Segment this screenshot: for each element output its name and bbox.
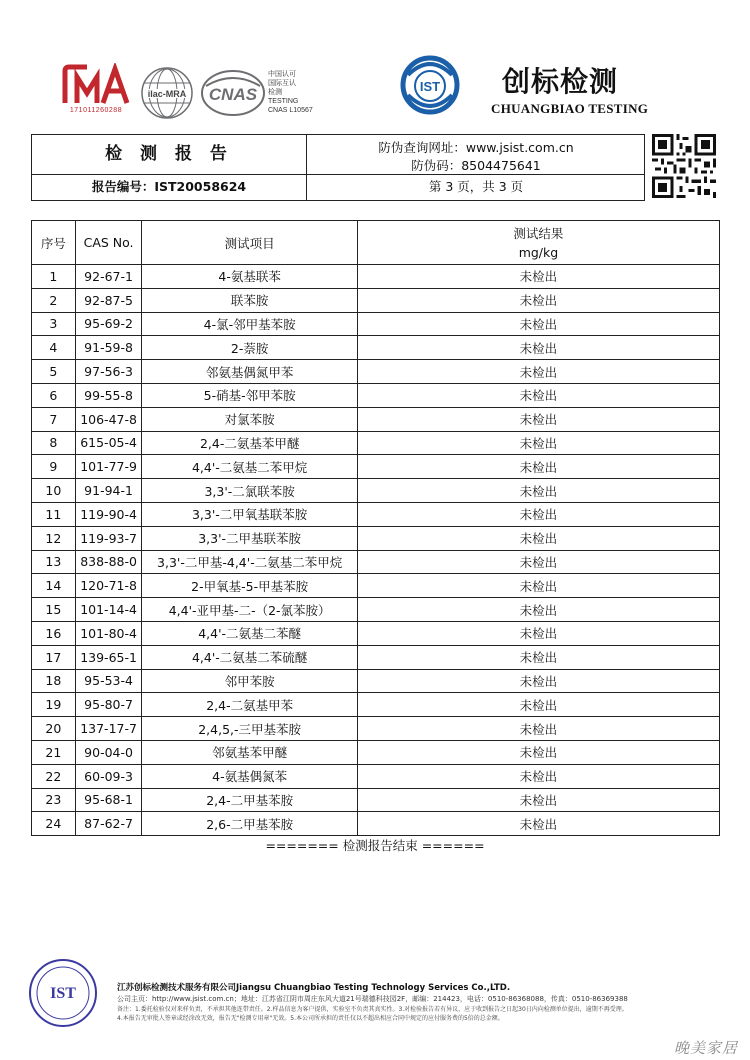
table-row <box>32 265 720 289</box>
cell-result: 未检出 <box>357 479 719 503</box>
cell-result: 未检出 <box>357 693 719 717</box>
cell-result: 未检出 <box>357 288 719 312</box>
report-end-marker: ======= 检测报告结束 ====== <box>265 838 485 853</box>
cell-cas: 95-68-1 <box>75 788 142 812</box>
cell-no: 22 <box>32 764 76 788</box>
table-row <box>32 764 720 788</box>
cma-mark-icon <box>57 63 135 107</box>
cell-cas: 838-88-0 <box>75 550 142 574</box>
cell-no: 13 <box>32 550 76 574</box>
table-row <box>32 812 720 836</box>
table-row <box>32 574 720 598</box>
cell-no: 11 <box>32 502 76 526</box>
cell-no: 19 <box>32 693 76 717</box>
cell-cas: 91-94-1 <box>75 479 142 503</box>
cell-result: 未检出 <box>357 550 719 574</box>
cell-item: 4-氨基偶氮苯 <box>142 764 357 788</box>
col-header-no: 序号 <box>32 221 76 265</box>
cell-result: 未检出 <box>357 788 719 812</box>
report-title: 检 测 报 告 <box>105 144 233 164</box>
cell-result: 未检出 <box>357 717 719 741</box>
cell-result: 未检出 <box>357 740 719 764</box>
cell-no: 8 <box>32 431 76 455</box>
table-row <box>32 360 720 384</box>
results-table <box>31 220 720 836</box>
cell-item: 2-甲氧基-5-甲基苯胺 <box>142 574 357 598</box>
cell-result: 未检出 <box>357 526 719 550</box>
cell-no: 23 <box>32 788 76 812</box>
cell-result: 未检出 <box>357 383 719 407</box>
cell-cas: 101-14-4 <box>75 598 142 622</box>
cell-no: 24 <box>32 812 76 836</box>
cell-no: 4 <box>32 336 76 360</box>
cell-result: 未检出 <box>357 360 719 384</box>
cma-logo <box>57 63 135 121</box>
svg-text:ilac-MRA: ilac-MRA <box>147 89 187 99</box>
cell-no: 9 <box>32 455 76 479</box>
report-header <box>31 134 645 201</box>
cell-no: 10 <box>32 479 76 503</box>
page-info: 第 3 页，共 3 页 <box>428 179 524 194</box>
cell-result: 未检出 <box>357 598 719 622</box>
cell-cas: 87-62-7 <box>75 812 142 836</box>
table-header-row <box>32 221 720 265</box>
anti-fake-code: 防伪码：8504475641 <box>411 158 541 173</box>
cell-cas: 95-80-7 <box>75 693 142 717</box>
cell-result: 未检出 <box>357 764 719 788</box>
cell-cas: 119-93-7 <box>75 526 142 550</box>
table-row <box>32 788 720 812</box>
table-row <box>32 383 720 407</box>
cell-cas: 95-53-4 <box>75 669 142 693</box>
cell-result: 未检出 <box>357 502 719 526</box>
cell-cas: 95-69-2 <box>75 312 142 336</box>
cell-no: 6 <box>32 383 76 407</box>
cell-item: 2,4-二氨基苯甲醚 <box>142 431 357 455</box>
footer-note: 4.本报告无审批人签章或经涂改无效，报告无"检测专用章"无效。5.本公司所承担的责任仅以不超出相应合同中规定的应付服务费的5倍的总金额。 <box>117 1015 504 1022</box>
cell-cas: 60-09-3 <box>75 764 142 788</box>
seal-text: IST <box>50 985 76 1002</box>
cell-item: 3,3'-二甲氧基联苯胺 <box>142 502 357 526</box>
cell-result: 未检出 <box>357 669 719 693</box>
cell-item: 4,4'-亚甲基-二-（2-氯苯胺） <box>142 598 357 622</box>
cell-result: 未检出 <box>357 812 719 836</box>
cell-cas: 99-55-8 <box>75 383 142 407</box>
cell-no: 14 <box>32 574 76 598</box>
ilac-mra-logo-icon <box>140 66 194 120</box>
cell-item: 邻甲苯胺 <box>142 669 357 693</box>
cell-cas: 120-71-8 <box>75 574 142 598</box>
cell-item: 2-萘胺 <box>142 336 357 360</box>
table-row <box>32 598 720 622</box>
cell-result: 未检出 <box>357 336 719 360</box>
ist-globe-logo-icon <box>400 55 460 115</box>
cell-cas: 91-59-8 <box>75 336 142 360</box>
cell-cas: 137-17-7 <box>75 717 142 741</box>
table-row <box>32 717 720 741</box>
cell-item: 4,4'-二氨基二苯甲烷 <box>142 455 357 479</box>
col-header-item: 测试项目 <box>142 221 357 265</box>
cell-cas: 615-05-4 <box>75 431 142 455</box>
table-row <box>32 455 720 479</box>
cell-item: 邻氨基偶氮甲苯 <box>142 360 357 384</box>
cell-no: 2 <box>32 288 76 312</box>
table-row <box>32 336 720 360</box>
table-row <box>32 740 720 764</box>
cell-no: 12 <box>32 526 76 550</box>
table-row <box>32 669 720 693</box>
table-row <box>32 621 720 645</box>
table-row <box>32 312 720 336</box>
cell-cas: 97-56-3 <box>75 360 142 384</box>
cell-item: 对氯苯胺 <box>142 407 357 431</box>
cell-cas: 92-67-1 <box>75 265 142 289</box>
cell-item: 邻氨基苯甲醚 <box>142 740 357 764</box>
cell-cas: 106-47-8 <box>75 407 142 431</box>
cell-item: 4,4'-二氨基二苯醚 <box>142 621 357 645</box>
cell-result: 未检出 <box>357 455 719 479</box>
footer-company: 江苏创标检测技术服务有限公司Jiangsu Chuangbiao Testing Technology Services Co.,LTD. <box>117 983 511 993</box>
table-row <box>32 645 720 669</box>
table-row <box>32 479 720 503</box>
cnas-caption: 中国认可 国际互认 检测 TESTING CNAS L10567 <box>268 71 313 114</box>
cell-result: 未检出 <box>357 645 719 669</box>
cell-cas: 92-87-5 <box>75 288 142 312</box>
cell-no: 18 <box>32 669 76 693</box>
cell-item: 4-氯-邻甲基苯胺 <box>142 312 357 336</box>
cell-no: 21 <box>32 740 76 764</box>
cell-no: 5 <box>32 360 76 384</box>
query-url: 防伪查询网址：www.jsist.com.cn <box>378 140 574 155</box>
cell-cas: 139-65-1 <box>75 645 142 669</box>
svg-text:IST: IST <box>419 79 441 94</box>
cell-no: 20 <box>32 717 76 741</box>
cell-result: 未检出 <box>357 312 719 336</box>
cell-no: 15 <box>32 598 76 622</box>
cell-item: 2,4,5,-三甲基苯胺 <box>142 717 357 741</box>
table-row <box>32 431 720 455</box>
col-header-result-label: 测试结果 <box>513 225 564 241</box>
cell-result: 未检出 <box>357 407 719 431</box>
col-header-cas: CAS No. <box>75 221 142 265</box>
table-row <box>32 288 720 312</box>
cell-item: 2,4-二氨基甲苯 <box>142 693 357 717</box>
cell-item: 联苯胺 <box>142 288 357 312</box>
cell-cas: 101-77-9 <box>75 455 142 479</box>
table-row <box>32 550 720 574</box>
cell-cas: 90-04-0 <box>75 740 142 764</box>
cma-number: 171011260288 <box>69 107 123 114</box>
col-header-unit: mg/kg <box>518 244 559 260</box>
cell-result: 未检出 <box>357 621 719 645</box>
footer-note: 备注：1.委托检验仅对来样负责，不承担其他连带责任。2.样品信息为客户提供，实验室不负责其真实性。3.对检验报告若有异议，应于收到报告之日起30日内向检测单位提出，逾期不再受理。 <box>117 1006 628 1013</box>
table-row <box>32 526 720 550</box>
cell-item: 4-氨基联苯 <box>142 265 357 289</box>
cell-item: 5-硝基-邻甲苯胺 <box>142 383 357 407</box>
cell-no: 7 <box>32 407 76 431</box>
footer-contact: 公司主页：http://www.jsist.com.cn；地址：江苏省江阴市周庄东风大道21号瑞德科技园2F，邮编：214423，电话：0510-86368088，传真：0510-86369388 <box>117 995 628 1003</box>
cell-result: 未检出 <box>357 431 719 455</box>
cell-result: 未检出 <box>357 574 719 598</box>
brand-name-en: CHUANGBIAO TESTING <box>491 101 649 116</box>
cell-cas: 101-80-4 <box>75 621 142 645</box>
table-row <box>32 502 720 526</box>
cell-item: 3,3'-二甲基联苯胺 <box>142 526 357 550</box>
cell-item: 3,3'-二甲基-4,4'-二氨基二苯甲烷 <box>142 550 357 574</box>
col-header-result <box>357 221 719 265</box>
table-row <box>32 693 720 717</box>
watermark: 晚美家居 <box>673 1039 738 1057</box>
qr-code-icon <box>652 134 716 198</box>
cell-no: 17 <box>32 645 76 669</box>
cell-item: 2,4-二甲基苯胺 <box>142 788 357 812</box>
cell-item: 3,3'-二氯联苯胺 <box>142 479 357 503</box>
svg-text:CNAS: CNAS <box>208 85 258 104</box>
cell-item: 2,6-二甲基苯胺 <box>142 812 357 836</box>
cell-no: 16 <box>32 621 76 645</box>
cnas-logo-icon <box>200 68 266 118</box>
cell-item: 4,4'-二氨基二苯硫醚 <box>142 645 357 669</box>
cell-result: 未检出 <box>357 265 719 289</box>
cell-cas: 119-90-4 <box>75 502 142 526</box>
brand-name-cn: 创标检测 <box>502 65 619 98</box>
cell-no: 1 <box>32 265 76 289</box>
report-number: 报告编号：IST20058624 <box>91 179 247 194</box>
company-seal-icon <box>28 958 98 1028</box>
table-row <box>32 407 720 431</box>
cell-no: 3 <box>32 312 76 336</box>
